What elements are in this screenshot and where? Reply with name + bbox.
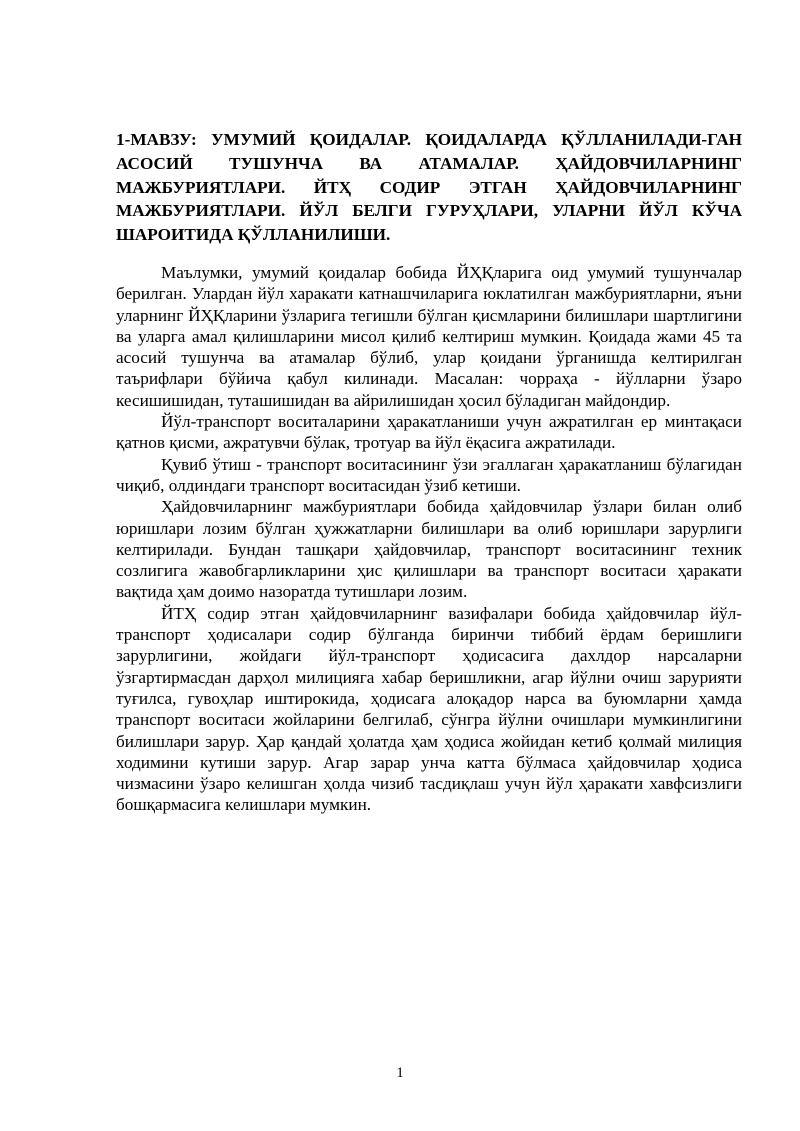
paragraph: Маълумки, умумий қоидалар бобида ЙҲҚларига оид умумий тушунчалар берилган. Улардан йўл харакати катнашчиларига юклатилган мажбуриятларни, яъни уларнинг ЙҲҚларини ўзларига тегишли бўлган қисмларини билишлари шартлигини ва уларга амал қилишларини мисол қилиб келтириш мумкин. Қоидада жами 45 та асосий тушунча ва атамалар бўлиб, улар қоидани ўрганишда келтирилган таърифлари бўйича қабул килинади. Масалан: чорраҳа - йўлларни ўзаро кесишишидан, туташишидан ва айрилишидан ҳосил бўладиган майдондир. xyxy=(116,263,742,410)
page-number: 1 xyxy=(396,1065,404,1081)
paragraph: ЙТҲ содир этган ҳайдовчиларнинг вазифалари бобида ҳайдовчилар йўл-транспорт ҳодисалари содир бўлганда биринчи тиббий ёрдам беришлиги зарурлигини, жойдаги йўл-транспорт ҳодисасига дахлдор нарсаларни ўзгартирмасдан дарҳол милицияга хабар беришликни, агар йўлни очиш зарурияти туғилса, гувоҳлар иштирокида, ҳодисага алоқадор нарса ва буюмларни ҳамда транспорт воситаси жойларини белгилаб, сўнгра йўлни очишлари мумкинлигини билишлари зарур. Ҳар қандай ҳолатда ҳам ҳодиса жойидан кетиб қолмай милиция ходимини кутиши зарур. Агар зарар унча катта бўлмаса ҳайдовчилар ҳодиса чизмасини ўзаро келишган ҳолда чизиб тасдиқлаш учун йўл ҳаракати хавфсизлиги бошқармасига келишлари мумкин. xyxy=(116,603,742,815)
paragraph: Қувиб ўтиш - транспорт воситасининг ўзи эгаллаган ҳаракатланиш бўлагидан чиқиб, олдиндаги транспорт воситасидан ўзиб кетиши. xyxy=(116,454,742,495)
page-title: 1-МАВЗУ: УМУМИЙ ҚОИДАЛАР. ҚОИДАЛАРДА ҚЎЛЛАНИЛАДИ-ГАН АСОСИЙ ТУШУНЧА ВА АТАМАЛАР. ҲАЙДОВЧИЛАРНИНГ МАЖБУРИЯТЛАРИ. ЙТҲ СОДИР ЭТГАН ҲАЙДОВЧИЛАРНИНГ МАЖБУРИЯТЛАРИ. ЙЎЛ БЕЛГИ ГУРУҲЛАРИ, УЛАРНИ ЙЎЛ КЎЧА ШАРОИТИДА ҚЎЛЛАНИЛИШИ. xyxy=(116,130,742,245)
document-body xyxy=(116,262,742,816)
paragraph: Йўл-транспорт воситаларини ҳаракатланиши учун ажратилган ер минтақаси қатнов қисми, ажратувчи бўлак, тротуар ва йўл ёқасига ажратилади. xyxy=(116,412,742,453)
paragraph: Ҳайдовчиларнинг мажбуриятлари бобида ҳайдовчилар ўзлари билан олиб юришлари лозим бўлган ҳужжатларни билишлари ва олиб юришлари зарурлиги келтирилади. Бундан ташқари ҳайдовчилар, транспорт воситасининг техник созлигига жавобгарликларини ҳис қилишлари ва транспорт воситаси ҳаракати вақтида ҳам доимо назоратда тутишлари лозим. xyxy=(116,497,742,602)
